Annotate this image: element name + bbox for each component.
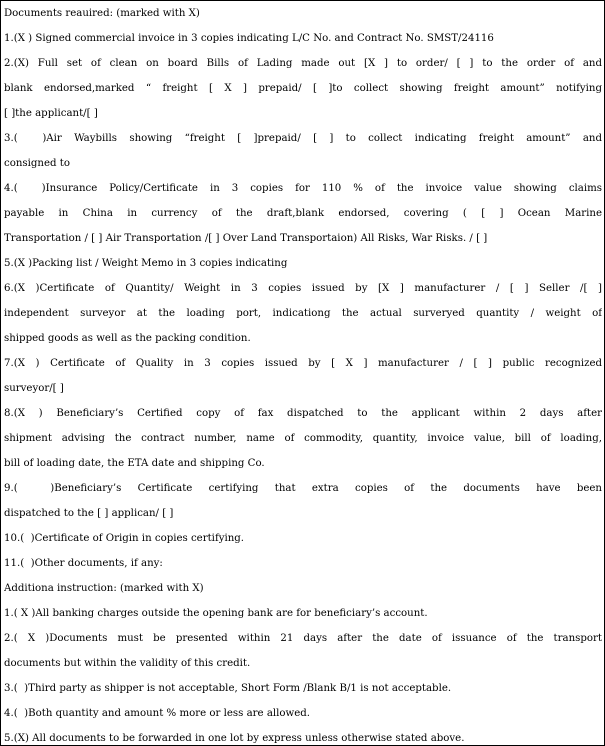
additional-item-1-line-1: 1.( X )All banking charges outside the opening bank are for beneficiary’s account. [4,608,428,619]
required-item-11-line-1: 11.( )Other documents, if any: [4,558,163,569]
required-item-4-line-2: payable in China in currency of the draft,blank endorsed, covering ( [ ] Ocean Marine [4,208,602,219]
additional-item-4-line-1: 4.( )Both quantity and amount % more or less are allowed. [4,708,311,719]
required-item-1-line-1: 1.(X ) Signed commercial invoice in 3 copies indicating L/C No. and Contract No. SMST/24116 [4,33,494,44]
required-item-7-line-2: surveyor/[ ] [4,383,64,394]
required-item-6-line-3: shipped goods as well as the packing condition. [4,333,251,344]
required-item-2-line-3: [ ]the applicant/[ ] [4,108,98,119]
required-item-6-line-2: independent surveyor at the loading port, indicationg the actual surveryed quantity / weight of [4,308,602,319]
required-item-9-line-1: 9.( )Beneficiary’s Certificate certifying that extra copies of the documents have been [4,483,602,494]
additional-item-3-line-1: 3.( )Third party as shipper is not acceptable, Short Form /Blank B/1 is not acceptable. [4,683,452,694]
additional-item-5-line-1: 5.(X) All documents to be forwarded in one lot by express unless otherwise stated above. [4,733,465,744]
additional-item-2-line-2: documents but within the validity of this credit. [4,658,251,669]
required-item-10-line-1: 10.( )Certificate of Origin in copies certifying. [4,533,245,544]
required-item-8-line-1: 8.(X ) Beneficiary’s Certified copy of fax dispatched to the applicant within 2 days after [4,408,602,419]
required-item-9-line-2: dispatched to the [ ] applican/ [ ] [4,508,174,519]
required-item-6-line-1: 6.(X )Certificate of Quantity/ Weight in 3 copies issued by [X ] manufacturer / [ ] Seller /[ ] [4,283,602,294]
required-item-2-line-1: 2.(X) Full set of clean on board Bills of Lading made out [X ] to order/ [ ] to the order of and [4,58,602,69]
required-heading: Documents reauired: (marked with X) [4,8,200,19]
required-item-7-line-1: 7.(X ) Certificate of Quality in 3 copies issued by [ X ] manufacturer / [ ] public recognized [4,358,602,369]
additional-heading: Additiona instruction: (marked with X) [4,583,204,594]
additional-item-2-line-1: 2.( X )Documents must be presented within 21 days after the date of issuance of the transport [4,633,602,644]
required-item-5-line-1: 5.(X )Packing list / Weight Memo in 3 copies indicating [4,258,288,269]
required-item-4-line-3: Transportation / [ ] Air Transportation /[ ] Over Land Transportaion) All Risks, War Risks. / [ ] [4,233,488,244]
required-item-4-line-1: 4.( )Insurance Policy/Certificate in 3 copies for 110 % of the invoice value showing claims [4,183,602,194]
required-item-3-line-1: 3.( )Air Waybills showing “freight [ ]prepaid/ [ ] to collect indicating freight amount” and [4,133,602,144]
required-item-8-line-2: shipment advising the contract number, name of commodity, quantity, invoice value, bill of loading, [4,433,602,444]
required-item-2-line-2: blank endorsed,marked “ freight [ X ] prepaid/ [ ]to collect showing freight amount” notifying [4,83,602,94]
required-item-8-line-3: bill of loading date, the ETA date and shipping Co. [4,458,265,469]
required-item-3-line-2: consigned to [4,158,70,169]
